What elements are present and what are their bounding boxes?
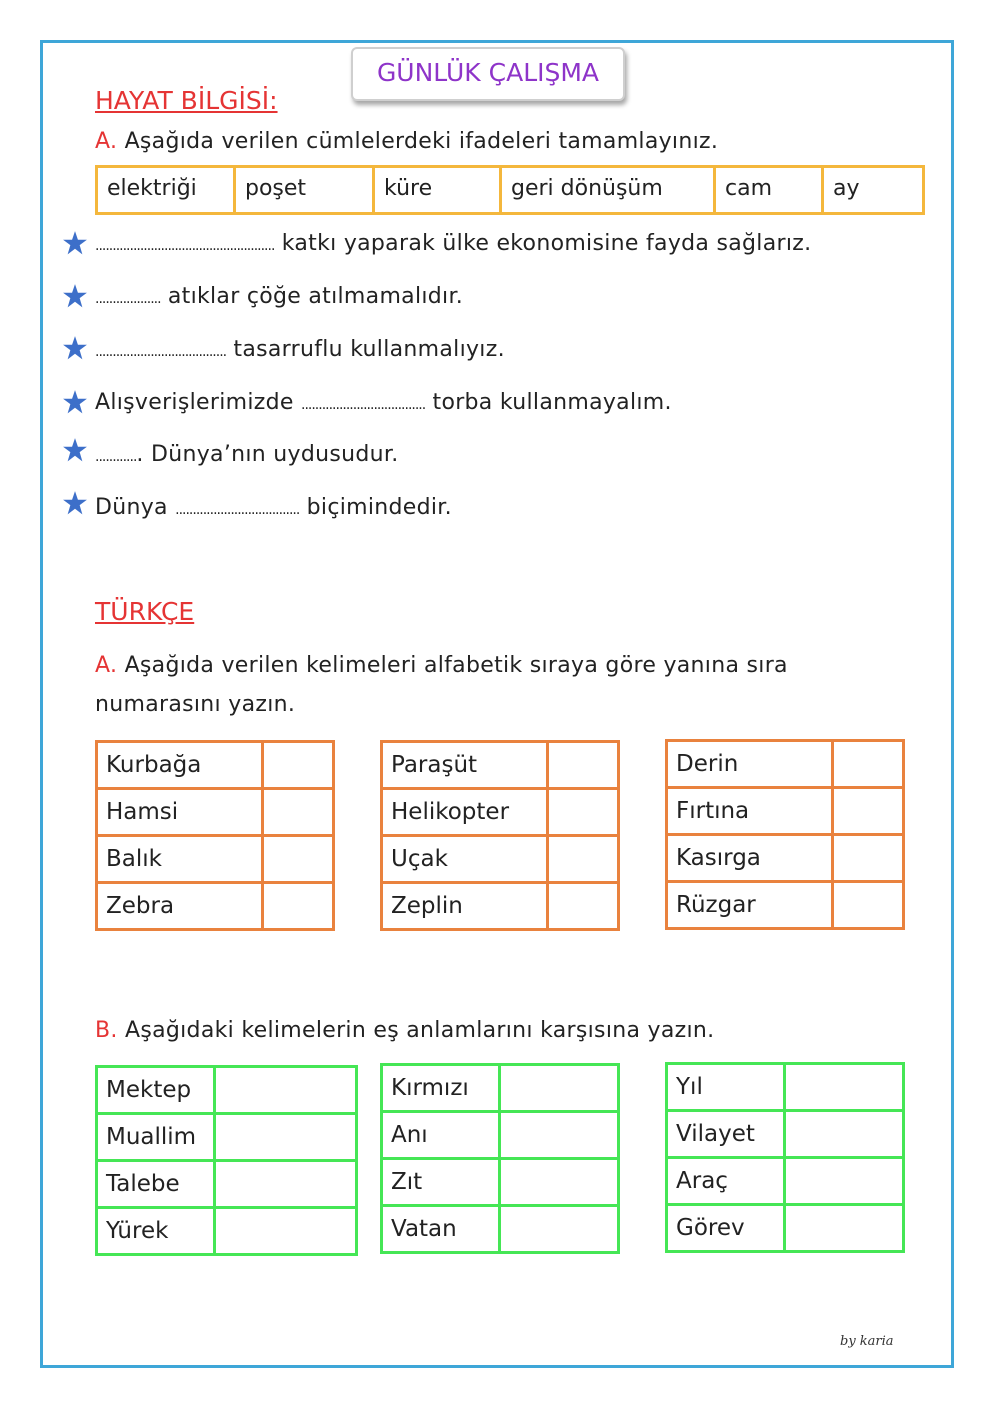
word-cell: Derin [667, 741, 833, 788]
answer-cell[interactable] [263, 789, 334, 836]
word-cell: Yürek [97, 1208, 215, 1255]
word-cell: Zebra [97, 883, 263, 930]
answer-cell[interactable] [548, 789, 619, 836]
star-icon [62, 230, 88, 256]
synonym-table-2 [380, 1063, 620, 1254]
star-icon [62, 490, 88, 516]
sentence-4: Alışverişlerimizde .................................... torba kullanmayalım. [95, 390, 672, 415]
section-heading-turkce: TÜRKÇE [95, 597, 195, 626]
answer-cell[interactable] [215, 1067, 357, 1114]
question-text-line1: Aşağıda verilen kelimeleri alfabetik sıraya göre yanına sıra [124, 653, 788, 678]
answer-cell[interactable] [215, 1161, 357, 1208]
answer-cell[interactable] [548, 742, 619, 789]
star-icon [62, 437, 88, 463]
word-cell: Hamsi [97, 789, 263, 836]
sentence-3: ...................................... tasarruflu kullanmalıyız. [95, 337, 505, 362]
word-cell: Mektep [97, 1067, 215, 1114]
sentence-1: .................................................... katkı yaparak ülke ekonomisine fayda sağlarız. [95, 231, 812, 256]
blank[interactable]: .................................... [175, 502, 300, 518]
answer-cell[interactable] [833, 788, 904, 835]
word-cell: Yıl [667, 1064, 785, 1111]
sentence-2: ................... atıklar çöğe atılmamalıdır. [95, 284, 464, 309]
answer-cell[interactable] [548, 883, 619, 930]
answer-cell[interactable] [215, 1114, 357, 1161]
word-cell: Uçak [382, 836, 548, 883]
word-bank-item: ay [833, 176, 860, 201]
word-cell: Araç [667, 1158, 785, 1205]
blank[interactable]: ................... [95, 291, 161, 307]
word-cell: Vilayet [667, 1111, 785, 1158]
word-cell: Paraşüt [382, 742, 548, 789]
word-cell: Kurbağa [97, 742, 263, 789]
word-cell: Balık [97, 836, 263, 883]
word-bank-item: elektriği [98, 168, 236, 212]
word-cell: Anı [382, 1112, 500, 1159]
answer-cell[interactable] [500, 1065, 619, 1112]
answer-cell[interactable] [500, 1112, 619, 1159]
answer-cell[interactable] [833, 882, 904, 929]
turkce-question-b [95, 1018, 714, 1043]
signature: by karia [840, 1334, 894, 1349]
question-text: Aşağıdaki kelimelerin eş anlamlarını karşısına yazın. [124, 1018, 715, 1043]
word-cell: Görev [667, 1205, 785, 1252]
section-heading-hayat: HAYAT BİLGİSİ: [95, 86, 278, 115]
answer-cell[interactable] [785, 1111, 904, 1158]
answer-cell[interactable] [263, 836, 334, 883]
answer-cell[interactable] [263, 742, 334, 789]
synonym-table-1 [95, 1065, 358, 1256]
answer-cell[interactable] [833, 835, 904, 882]
answer-cell[interactable] [215, 1208, 357, 1255]
answer-cell[interactable] [785, 1158, 904, 1205]
star-icon [62, 283, 88, 309]
question-letter: A. [95, 129, 118, 154]
word-cell: Vatan [382, 1206, 500, 1253]
star-icon [62, 389, 88, 415]
word-bank [95, 165, 925, 215]
alpha-table-2 [380, 740, 620, 931]
sentence-5: ............. Dünya’nın uydusudur. [95, 442, 399, 467]
word-cell: Zıt [382, 1159, 500, 1206]
alpha-table-1 [95, 740, 335, 931]
turkce-question-a [95, 653, 788, 678]
page-title: GÜNLÜK ÇALIŞMA [351, 47, 625, 101]
blank[interactable]: .................................................... [95, 238, 275, 254]
hayat-question-a [95, 129, 718, 154]
question-letter: A. [95, 653, 118, 678]
synonym-table-3 [665, 1062, 905, 1253]
star-icon [62, 335, 88, 361]
answer-cell[interactable] [548, 836, 619, 883]
word-bank-item: geri dönüşüm [502, 168, 716, 212]
answer-cell[interactable] [263, 883, 334, 930]
alpha-table-3 [665, 739, 905, 930]
word-cell: Fırtına [667, 788, 833, 835]
answer-cell[interactable] [833, 741, 904, 788]
blank[interactable]: ...................................... [95, 344, 227, 360]
sentence-6: Dünya .................................... biçimindedir. [95, 495, 452, 520]
word-bank-item: poşet [236, 168, 375, 212]
blank[interactable]: ............ [95, 449, 137, 465]
word-bank-item: cam [716, 168, 824, 212]
question-letter: B. [95, 1018, 118, 1043]
word-bank-item: küre [375, 168, 502, 212]
blank[interactable]: .................................... [301, 397, 426, 413]
question-text: Aşağıda verilen cümlelerdeki ifadeleri tamamlayınız. [124, 129, 719, 154]
answer-cell[interactable] [785, 1205, 904, 1252]
word-cell: Talebe [97, 1161, 215, 1208]
word-cell: Kırmızı [382, 1065, 500, 1112]
word-cell: Kasırga [667, 835, 833, 882]
word-cell: Muallim [97, 1114, 215, 1161]
word-cell: Rüzgar [667, 882, 833, 929]
answer-cell[interactable] [500, 1159, 619, 1206]
answer-cell[interactable] [500, 1206, 619, 1253]
word-cell: Zeplin [382, 883, 548, 930]
turkce-question-a-line2: numarasını yazın. [95, 692, 296, 717]
answer-cell[interactable] [785, 1064, 904, 1111]
word-cell: Helikopter [382, 789, 548, 836]
